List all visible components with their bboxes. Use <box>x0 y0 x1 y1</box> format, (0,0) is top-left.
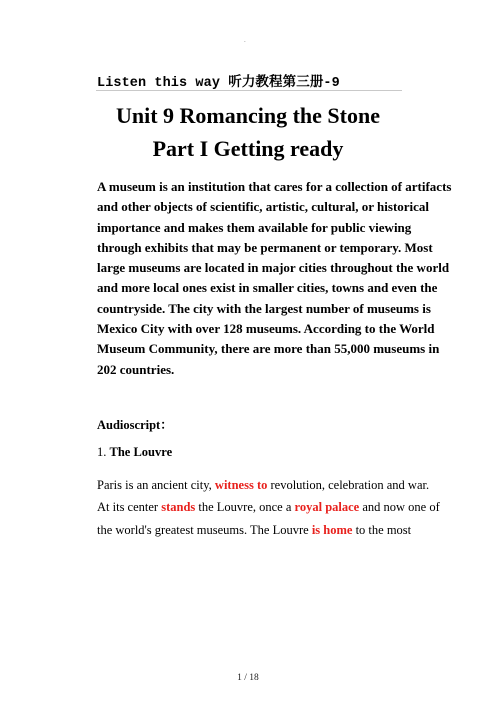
intro-line: large museums are located in major cities throughout the world <box>97 260 450 276</box>
part-title: Part I Getting ready <box>152 136 344 161</box>
intro-line: and other objects of scientific, artistic, cultural, or historical <box>97 199 430 215</box>
story-text: At its center <box>97 500 162 515</box>
intro-line: 202 countries. <box>97 361 175 377</box>
section-heading <box>97 445 172 460</box>
intro-line: Mexico City with over 128 museums. According to the World <box>97 321 435 337</box>
story-text: the Louvre, once a <box>195 500 295 515</box>
document-header: Listen this way 听力教程第三册-9 <box>97 76 340 91</box>
audioscript-label: Audioscript： <box>97 418 173 432</box>
top-mark: . <box>244 36 246 44</box>
intro-line: A museum is an institution that cares for a collection of artifacts <box>97 179 452 194</box>
story-text: Paris is an ancient city, <box>97 478 215 492</box>
story-paragraph <box>97 474 440 541</box>
section-name: The Louvre <box>109 445 173 459</box>
story-line <box>97 496 440 518</box>
intro-line: countryside. The city with the largest number of museums is <box>97 300 431 316</box>
story-text: the world's greatest museums. The Louvre <box>97 522 312 537</box>
highlighted-phrase: is home <box>311 522 353 537</box>
intro-line: Museum Community, there are more than 55,000 museums in <box>97 341 440 357</box>
intro-line: importance and makes them available for public viewing <box>97 219 412 235</box>
header-rule <box>96 90 402 91</box>
story-text: to the most <box>352 522 412 537</box>
intro-line: and more local ones exist in smaller cities, towns and even the <box>97 280 438 296</box>
intro-paragraph <box>97 177 452 380</box>
highlighted-phrase: witness to <box>214 478 268 492</box>
highlighted-phrase: royal palace <box>294 500 360 515</box>
story-text: revolution, celebration and war. <box>267 478 430 492</box>
unit-title: Unit 9 Romancing the Stone <box>115 103 380 128</box>
section-number: 1. <box>97 445 107 459</box>
intro-line: through exhibits that may be permanent or temporary. Most <box>97 239 433 255</box>
highlighted-phrase: stands <box>161 500 196 515</box>
story-text: and now one of <box>359 500 440 515</box>
story-line <box>97 519 437 541</box>
page-number: 1 / 18 <box>237 673 259 683</box>
story-line <box>97 474 437 496</box>
